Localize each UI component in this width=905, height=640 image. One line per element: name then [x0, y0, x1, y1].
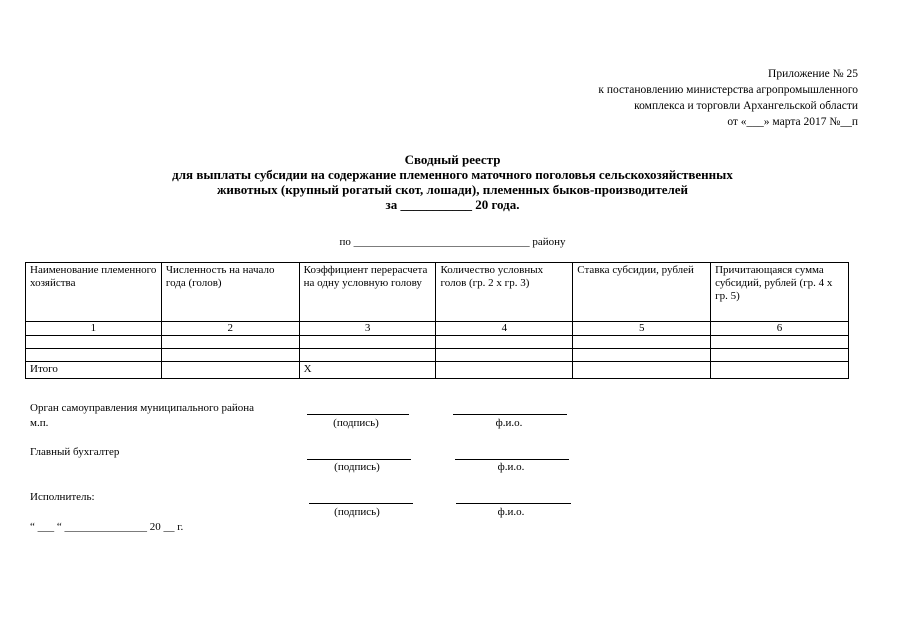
header-cell: Коэффициент перерасчета на одну условную голову: [299, 263, 436, 322]
column-number-row: [26, 322, 849, 336]
title-line-4: за ___________ 20 года.: [385, 197, 520, 212]
appendix-ref: к постановлению министерства агропромышленного: [598, 84, 858, 96]
column-number: 4: [436, 322, 573, 336]
table-cell[interactable]: [436, 362, 573, 379]
title-line-3: животных (крупный рогатый скот, лошади), племенных быков-производителей: [216, 182, 689, 197]
header-cell: Количество условных голов (гр. 2 х гр. 3): [436, 263, 573, 322]
table-cell[interactable]: [573, 336, 711, 349]
column-number: 3: [299, 322, 436, 336]
region-line: по ________________________________ району: [339, 236, 566, 248]
table-cell[interactable]: [436, 349, 573, 362]
table-row: [26, 349, 849, 362]
executor-fio-line[interactable]: [456, 503, 571, 504]
column-number: 2: [161, 322, 299, 336]
table-cell[interactable]: [26, 336, 162, 349]
fio-caption: ф.и.о.: [495, 417, 523, 429]
table-cell[interactable]: [436, 336, 573, 349]
appendix-ministry: комплекса и торговли Архангельской области: [634, 100, 858, 112]
header-cell: Наименование племенного хозяйства: [26, 263, 162, 322]
organ-label: Орган самоуправления муниципального района: [30, 402, 254, 414]
appendix-number: Приложение № 25: [768, 68, 858, 80]
total-row: [26, 362, 849, 379]
registry-table: [25, 262, 849, 379]
executor-label: Исполнитель:: [30, 491, 95, 503]
accountant-label: Главный бухгалтер: [30, 446, 120, 458]
table-cell[interactable]: [711, 362, 849, 379]
accountant-fio-line[interactable]: [455, 459, 569, 460]
organ-signature-line[interactable]: [307, 414, 409, 415]
table-cell[interactable]: [711, 336, 849, 349]
header-cell: Ставка субсидии, рублей: [573, 263, 711, 322]
organ-fio-line[interactable]: [453, 414, 567, 415]
table-cell[interactable]: [161, 349, 299, 362]
table-cell[interactable]: [161, 336, 299, 349]
document-title: [0, 152, 905, 212]
table-cell[interactable]: [573, 349, 711, 362]
header-cell: Численность на начало года (голов): [161, 263, 299, 322]
table-header-row: [26, 263, 849, 322]
column-number: 6: [711, 322, 849, 336]
fio-caption: ф.и.о.: [497, 461, 525, 473]
column-number: 1: [26, 322, 162, 336]
table-cell[interactable]: [711, 349, 849, 362]
table-cell[interactable]: [161, 362, 299, 379]
column-number: 5: [573, 322, 711, 336]
total-label: Итого: [26, 362, 162, 379]
table-cell[interactable]: [299, 336, 436, 349]
table-cell[interactable]: [26, 349, 162, 362]
appendix-date: от «___» марта 2017 №__п: [727, 116, 858, 128]
table-row: [26, 336, 849, 349]
signature-caption: (подпись): [333, 417, 379, 429]
signature-caption: (подпись): [334, 461, 380, 473]
title-line-1: Сводный реестр: [404, 152, 501, 167]
fio-caption: ф.и.о.: [497, 506, 525, 518]
total-x-mark: Х: [299, 362, 436, 379]
title-line-2: для выплаты субсидии на содержание племенного маточного поголовья сельскохозяйственных: [172, 167, 733, 182]
mp-label: м.п.: [30, 417, 49, 429]
appendix-block: [598, 66, 858, 130]
header-cell: Причитающаяся сумма субсидий, рублей (гр. 4 х гр. 5): [711, 263, 849, 322]
signature-caption: (подпись): [334, 506, 380, 518]
executor-signature-line[interactable]: [309, 503, 413, 504]
table-cell[interactable]: [299, 349, 436, 362]
table-cell[interactable]: [573, 362, 711, 379]
accountant-signature-line[interactable]: [307, 459, 411, 460]
date-line: “ ___ “ _______________ 20 __ г.: [30, 521, 184, 533]
